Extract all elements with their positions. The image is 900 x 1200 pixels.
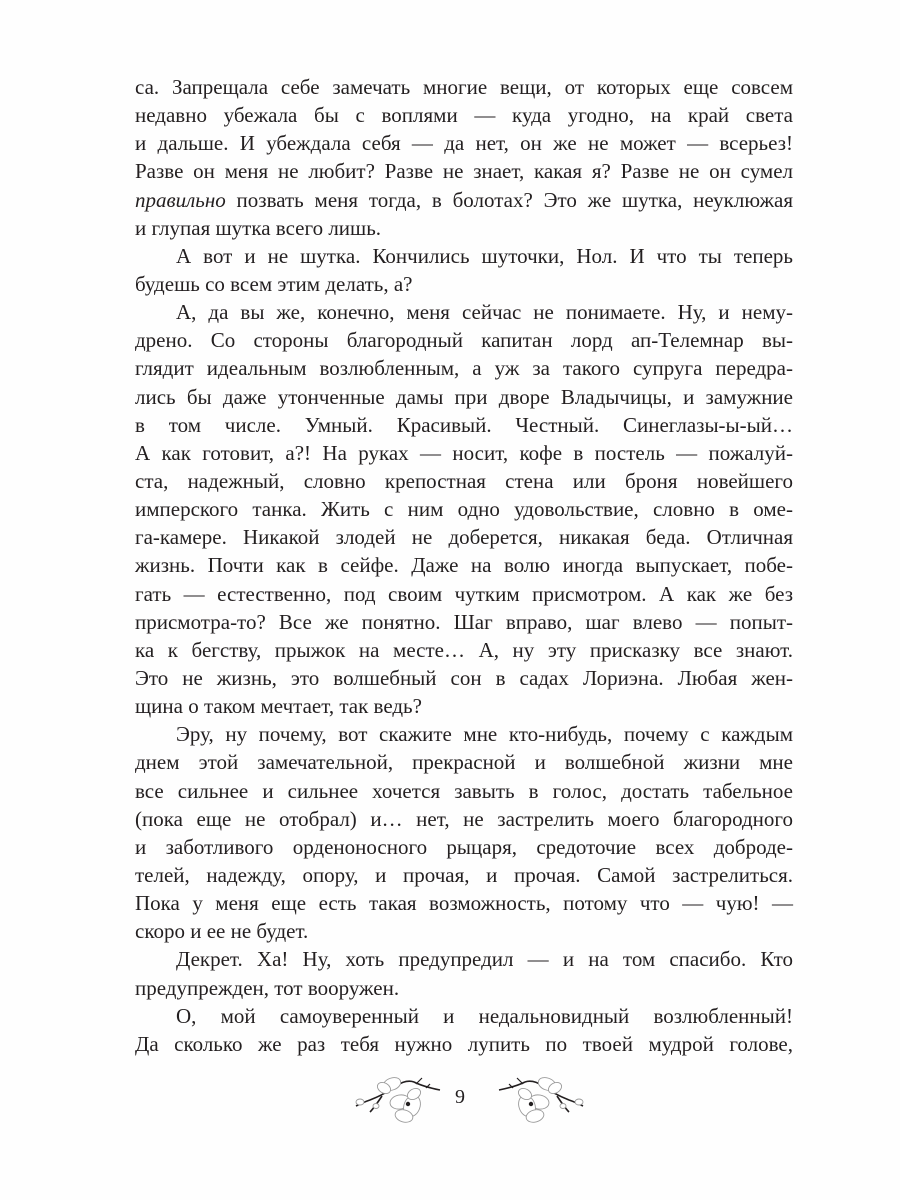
page-number: 9 <box>455 1086 465 1108</box>
text-line: жизнь. Почти как в сейфе. Даже на волю иногда выпускает, побе- <box>135 553 793 578</box>
text-line: днем этой замечательной, прекрасной и волшебной жизни мне <box>135 750 793 775</box>
text-line: предупрежден, тот вооружен. <box>135 975 400 1000</box>
text-line: недавно убежала бы с воплями — куда угодно, на край света <box>135 103 793 128</box>
paragraph-start-line: Эру, ну почему, вот скажите мне кто-нибудь, почему с каждым <box>176 722 793 747</box>
text-line: Это не жизнь, это волшебный сон в садах Лориэна. Любая жен- <box>135 665 793 690</box>
text-line: щина о таком мечтает, так ведь? <box>135 694 422 719</box>
paragraph-start-line: А, да вы же, конечно, меня сейчас не понимаете. Ну, и нему- <box>176 300 793 325</box>
text-line: ста, надежный, словно крепостная стена или броня новейшего <box>135 468 793 493</box>
text-line: в том числе. Умный. Красивый. Честный. Синеглазы-ы-ый… <box>135 412 793 437</box>
text-line: Да сколько же раз тебя нужно лупить по твоей мудрой голове, <box>135 1031 793 1056</box>
text-line: гать — естественно, под своим чутким присмотром. А как же без <box>135 581 793 606</box>
text-line: Разве он меня не любит? Разве не знает, какая я? Разве не он сумел <box>135 159 793 184</box>
text-line: са. Запрещала себе замечать многие вещи, от которых еще совсем <box>135 75 793 99</box>
text-line: А как готовит, а?! На руках — носит, кофе в постель — пожалуй- <box>135 440 793 465</box>
text-line: скоро и ее не будет. <box>135 919 309 944</box>
magnolia-branch-ornament-icon <box>497 1072 587 1124</box>
text-line: га-камере. Никакой злодей не доберется, никакая беда. Отличная <box>135 525 793 550</box>
text-line: ка к бегству, прыжок на месте… А, ну эту присказку все знают. <box>135 637 793 662</box>
text-line: лись бы даже утонченные дамы при дворе Владычицы, и замужние <box>135 384 793 409</box>
text-line: имперского танка. Жить с ним одно удовольствие, словно в оме- <box>135 497 793 522</box>
text-line: присмотра-то? Все же понятно. Шаг вправо, шаг влево — попыт- <box>135 609 793 634</box>
paragraph-start-line: О, мой самоуверенный и недальновидный возлюбленный! <box>176 1003 793 1028</box>
text-line: все сильнее и сильнее хочется завыть в голос, достать табельное <box>135 778 793 803</box>
text-line: будешь со всем этим делать, а? <box>135 271 413 296</box>
paragraph-start-line: А вот и не шутка. Кончились шуточки, Нол. И что ты теперь <box>176 243 793 268</box>
text-line: дрено. Со стороны благородный капитан лорд ап-Телемнар вы- <box>135 328 793 353</box>
text-line: телей, надежду, опору, и прочая, и прочая. Самой застрелиться. <box>135 862 793 887</box>
text-line: и глупая шутка всего лишь. <box>135 215 382 240</box>
text-line <box>135 186 793 214</box>
text-line: и заботливого орденоносного рыцаря, средоточие всех доброде- <box>135 834 793 859</box>
text-line: глядит идеальным возлюбленным, а уж за такого супруга передра- <box>135 356 793 381</box>
page-footer <box>0 1068 900 1128</box>
text-line: и дальше. И убеждала себя — да нет, он же не может — всерьез! <box>135 131 793 156</box>
emphasis-word: правильно <box>135 187 226 212</box>
body-text <box>135 73 793 1058</box>
magnolia-branch-ornament-icon <box>352 1072 442 1124</box>
text-segment: позвать меня тогда, в болотах? Это же шутка, неуклюжая <box>225 187 793 212</box>
paragraph-start-line: Декрет. Ха! Ну, хоть предупредил — и на том спасибо. Кто <box>176 947 793 972</box>
text-line: Пока у меня еще есть такая возможность, потому что — чую! — <box>135 891 793 916</box>
text-line: (пока еще не отобрал) и… нет, не застрелить моего благородного <box>135 806 793 831</box>
